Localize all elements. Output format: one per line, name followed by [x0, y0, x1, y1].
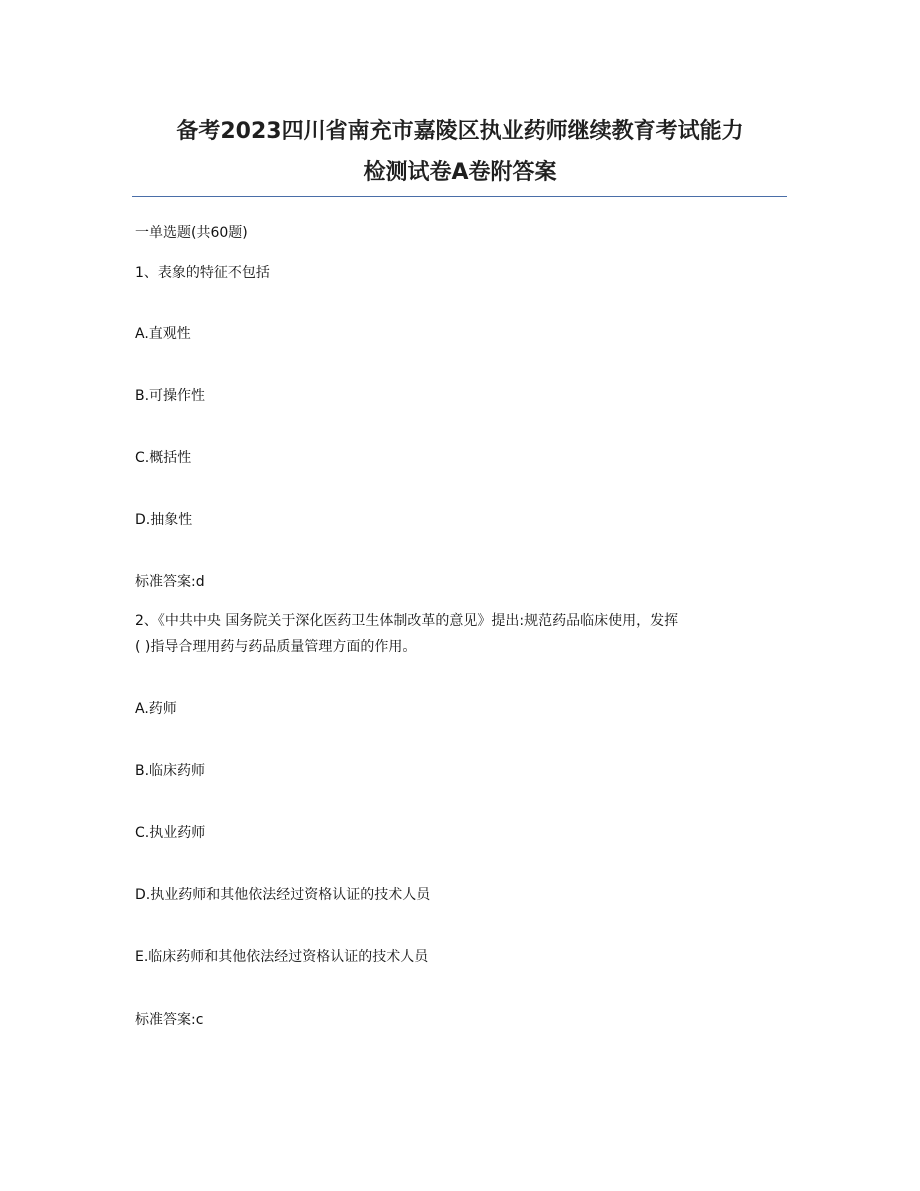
question-2-option-c: C.执业药师 — [135, 825, 206, 841]
question-2-stem-line-1: 2、《中共中央 国务院关于深化医药卫生体制改革的意见》提出:规范药品临床使用，发挥 — [135, 613, 679, 629]
question-2-option-b: B.临床药师 — [135, 763, 206, 779]
question-2-option-a: A.药师 — [135, 701, 177, 717]
question-2-option-e: E.临床药师和其他依法经过资格认证的技术人员 — [135, 949, 429, 965]
question-1-option-d: D.抽象性 — [135, 512, 193, 528]
section-heading: 一单选题(共60题) — [135, 225, 248, 241]
question-1-answer: 标准答案:d — [135, 574, 205, 590]
question-1-option-b: B.可操作性 — [135, 388, 206, 404]
question-2-stem-line-2: ( )指导合理用药与药品质量管理方面的作用。 — [135, 639, 417, 655]
question-2-option-d: D.执业药师和其他依法经过资格认证的技术人员 — [135, 887, 431, 903]
title-divider — [132, 196, 787, 197]
question-1-option-c: C.概括性 — [135, 450, 192, 466]
document-title-line-1: 备考2023四川省南充市嘉陵区执业药师继续教育考试能力 — [176, 119, 744, 144]
question-2-answer: 标准答案:c — [135, 1012, 204, 1028]
question-1-option-a: A.直观性 — [135, 326, 191, 342]
document-title-line-2: 检测试卷A卷附答案 — [363, 160, 557, 185]
question-1-stem: 1、表象的特征不包括 — [135, 265, 270, 281]
